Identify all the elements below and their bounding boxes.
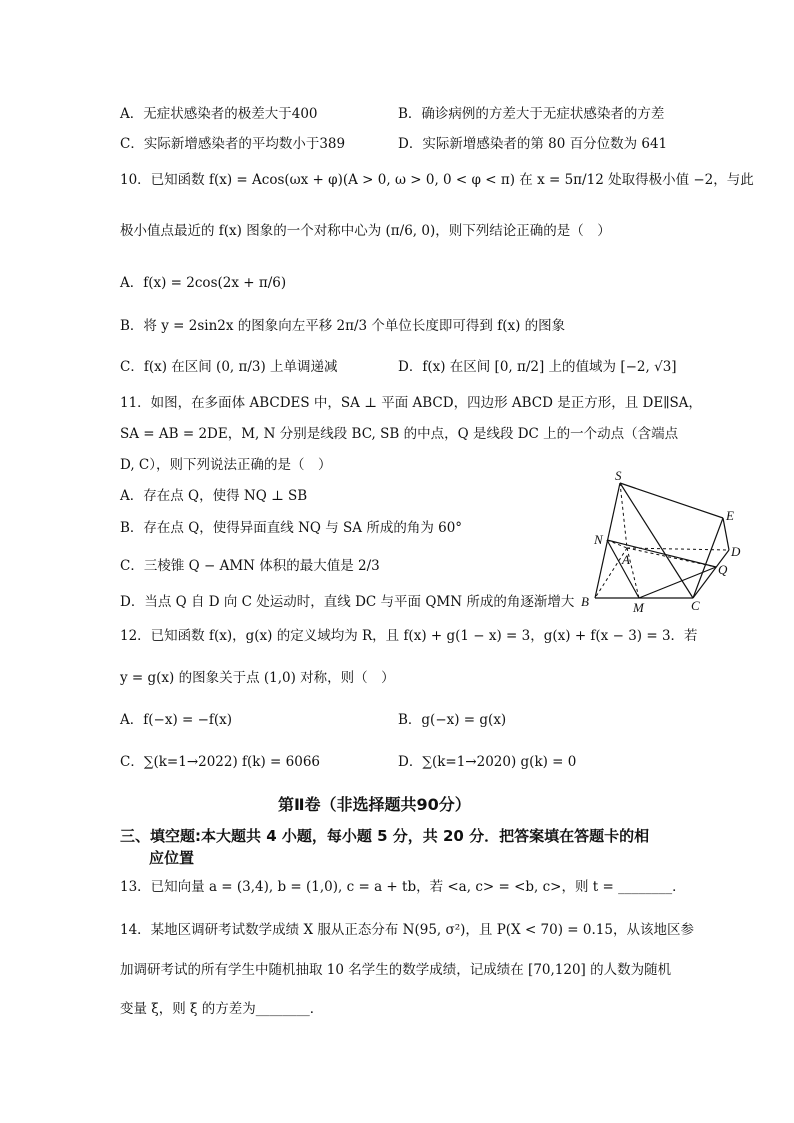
q12-stem-line1: 12．已知函数 f(x)，g(x) 的定义域均为 R，且 f(x) + g(1 − x) = 3，g(x) + f(x − 3) = 3．若 xyxy=(120,628,698,644)
q11-option-b: B．存在点 Q，使得异面直线 NQ 与 SA 所成的角为 60° xyxy=(120,520,463,536)
q12-option-a: A．f(−x) = −f(x) xyxy=(120,712,233,728)
q11-option-a: A．存在点 Q，使得 NQ ⊥ SB xyxy=(120,488,308,504)
edge-nm xyxy=(607,540,639,598)
q10-option-b: B．将 y = 2sin2x 的图象向左平移 2π/3 个单位长度即可得到 f(x) 的图象 xyxy=(120,318,566,334)
q9-option-a: A．无症状感染者的极差大于400 xyxy=(120,106,318,122)
label-c: C xyxy=(691,598,700,613)
q14-stem-line3: 变量 ξ，则 ξ 的方差为________． xyxy=(120,1001,324,1017)
part2-title: 第Ⅱ卷（非选择题共90分） xyxy=(278,795,471,814)
label-a: A xyxy=(622,552,630,567)
q12-option-b: B．g(−x) = g(x) xyxy=(398,712,507,728)
label-n: N xyxy=(594,532,603,547)
q10-stem-line1: 10．已知函数 f(x) = Acos(ωx + φ)(A > 0, ω > 0, 0 < φ < π) 在 x = 5π/12 处取得极小值 −2，与此 xyxy=(120,172,754,188)
edge-ec xyxy=(693,518,723,598)
label-q: Q xyxy=(718,562,728,577)
q14-stem-line2: 加调研考试的所有学生中随机抽取 10 名学生的数学成绩，记成绩在 [70,120] 的人数为随机 xyxy=(120,962,672,978)
q9-option-d: D．实际新增感染者的第 80 百分位数为 641 xyxy=(398,136,668,152)
section3-heading-line1: 三、填空题:本大题共 4 小题，每小题 5 分，共 20 分．把答案填在答题卡的相 xyxy=(120,827,650,845)
q9-option-b: B．确诊病例的方差大于无症状感染者的方差 xyxy=(398,106,665,122)
polyhedron-figure xyxy=(575,468,750,618)
q10-option-c: C．f(x) 在区间 (0, π/3) 上单调递减 xyxy=(120,359,338,375)
q11-option-c: C．三棱锥 Q − AMN 体积的最大值是 2/3 xyxy=(120,558,380,574)
q11-option-d: D．当点 Q 自 D 向 C 处运动时，直线 DC 与平面 QMN 所成的角逐渐增大 xyxy=(120,594,575,610)
q10-option-a: A．f(x) = 2cos(2x + π/6) xyxy=(120,275,287,291)
q11-stem-line1: 11．如图，在多面体 ABCDES 中，SA ⊥ 平面 ABCD，四边形 ABCD 是正方形，且 DE∥SA， xyxy=(120,395,702,411)
q9-option-c: C．实际新增感染者的平均数小于389 xyxy=(120,136,346,152)
q10-option-d: D．f(x) 在区间 [0, π/2] 上的值域为 [−2, √3] xyxy=(398,359,677,375)
section3-heading-line2: 应位置 xyxy=(149,849,195,867)
q11-stem-line2: SA = AB = 2DE，M, N 分别是线段 BC, SB 的中点，Q 是线段 DC 上的一个动点（含端点 xyxy=(120,426,679,442)
label-e: E xyxy=(726,508,734,523)
label-s: S xyxy=(615,468,622,483)
q12-option-c: C．∑(k=1→2022) f(k) = 6066 xyxy=(120,754,321,770)
q12-option-d: D．∑(k=1→2020) g(k) = 0 xyxy=(398,754,577,770)
q13-stem: 13．已知向量 a = (3,4), b = (1,0), c = a + tb，若 <a, c> = <b, c>，则 t = ________． xyxy=(120,879,686,895)
edge-se xyxy=(620,483,723,518)
q11-stem-line3: D, C），则下列说法正确的是（ ） xyxy=(120,457,332,473)
q12-stem-line2: y = g(x) 的图象关于点 (1,0) 对称，则（ ） xyxy=(120,670,395,686)
q10-stem-line2: 极小值点最近的 f(x) 图象的一个对称中心为 (π/6, 0)，则下列结论正确的是（ ） xyxy=(120,223,611,239)
label-b: B xyxy=(581,594,589,609)
label-m: M xyxy=(633,600,644,615)
label-d: D xyxy=(731,544,741,559)
q14-stem-line1: 14．某地区调研考试数学成绩 X 服从正态分布 N(95, σ²)，且 P(X < 70) = 0.15，从该地区参 xyxy=(120,922,694,938)
